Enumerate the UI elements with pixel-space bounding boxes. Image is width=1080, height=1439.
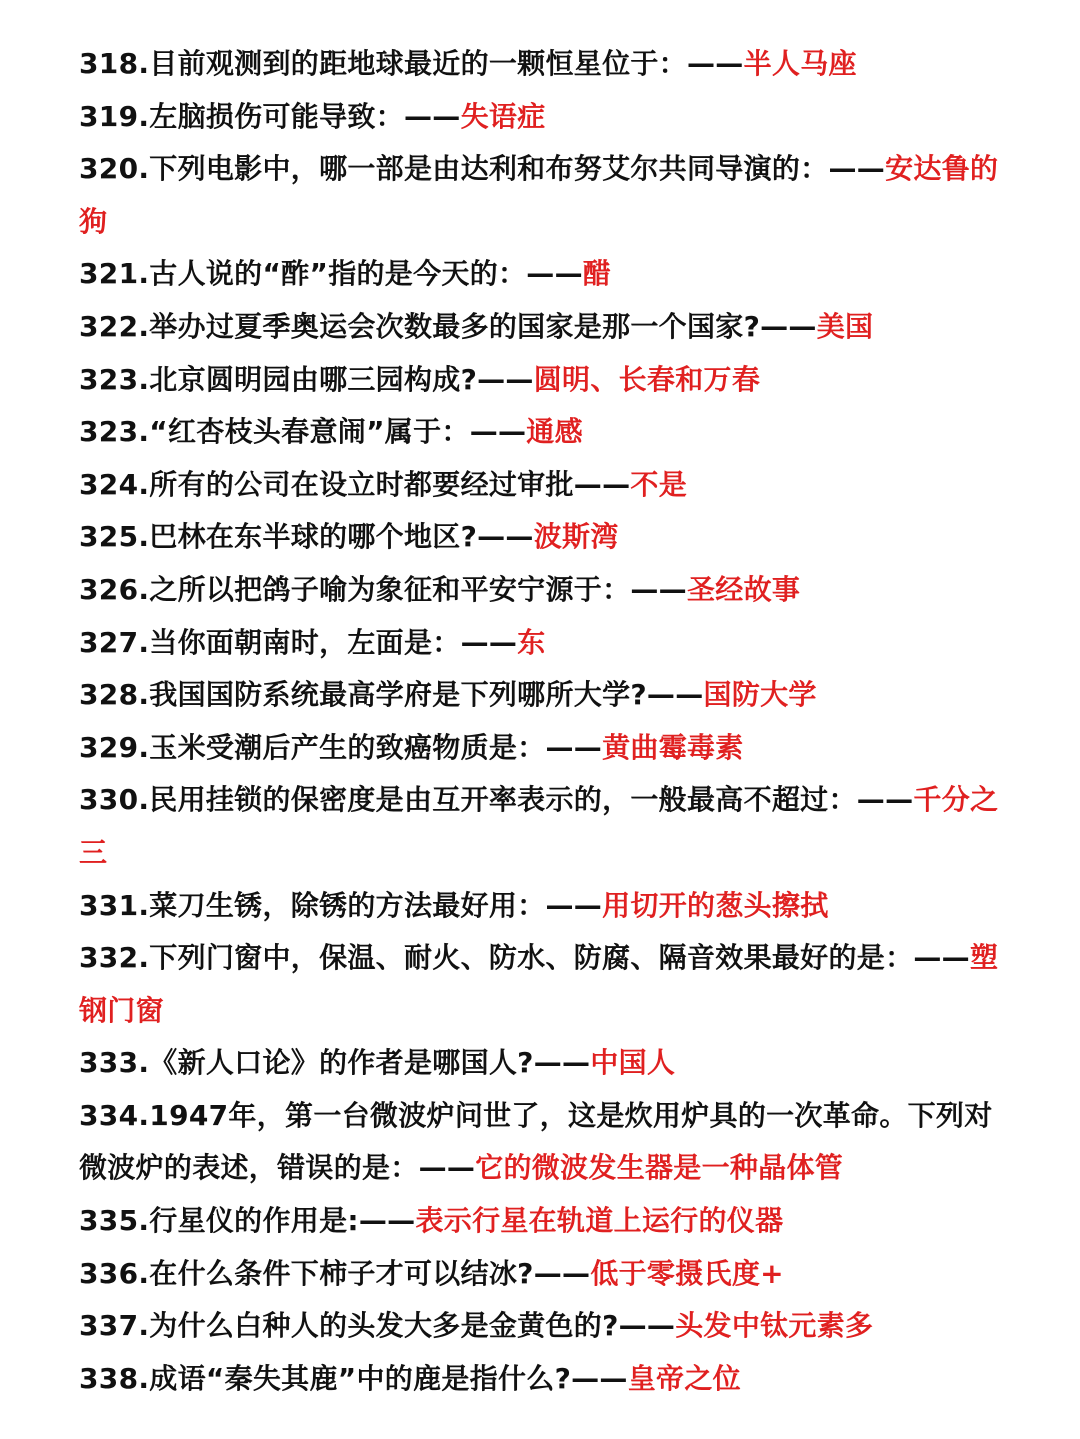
question-text: 328.我国国防系统最高学府是下列哪所大学?——: [79, 678, 704, 712]
question-text: 338.成语“秦失其鹿”中的鹿是指什么?——: [79, 1361, 628, 1395]
answer-text: 醋: [582, 257, 612, 291]
answer-text: 表示行星在轨道上运行的仪器: [415, 1204, 784, 1238]
qa-item: [79, 1353, 999, 1406]
answer-text: 波斯湾: [533, 520, 619, 554]
qa-item: [79, 932, 999, 1037]
answer-text: 东: [517, 625, 546, 659]
answer-text: 不是: [630, 467, 687, 501]
question-text: 325.巴林在东半球的哪个地区?——: [79, 520, 534, 554]
question-text: 323.“红杏枝头春意闹”属于：——: [79, 415, 527, 449]
question-text: 333.《新人口论》的作者是哪国人?——: [79, 1046, 591, 1080]
answer-text: 低于零摄氏度+: [590, 1256, 784, 1290]
answer-text: 千分之三: [79, 783, 999, 869]
qa-item: [79, 248, 999, 301]
question-text: 330.民用挂锁的保密度是由互开率表示的，一般最高不超过：——: [79, 783, 914, 817]
question-text: 326.之所以把鸽子喻为象征和平安宁源于：——: [79, 572, 687, 606]
qa-item: [79, 143, 999, 248]
qa-item: [79, 406, 999, 459]
qa-item: [79, 38, 999, 91]
answer-text: 皇帝之位: [627, 1361, 741, 1395]
answer-text: 安达鲁的狗: [79, 152, 999, 238]
question-text: 337.为什么白种人的头发大多是金黄色的?——: [79, 1309, 676, 1343]
answer-text: 它的微波发生器是一种晶体管: [475, 1151, 844, 1185]
question-text: 334.1947年，第一台微波炉问世了，这是炊用炉具的一次革命。下列对微波炉的表述，错误的是：——: [79, 1098, 993, 1185]
question-text: 318.目前观测到的距地球最近的一颗恒星位于：——: [79, 47, 744, 80]
qa-item: [79, 1037, 999, 1090]
answer-text: 半人马座: [743, 47, 857, 80]
answer-text: 中国人: [590, 1046, 676, 1080]
qa-item: [79, 564, 999, 617]
qa-item: [79, 511, 999, 564]
question-text: 321.古人说的“酢”指的是今天的：——: [79, 257, 583, 291]
question-text: 324.所有的公司在设立时都要经过审批——: [79, 467, 631, 501]
answer-text: 国防大学: [703, 678, 817, 712]
qa-item: [79, 1090, 999, 1195]
answer-text: 美国: [816, 309, 874, 343]
question-text: 335.行星仪的作用是:——: [79, 1204, 416, 1238]
answer-text: 圆明、长春和万春: [533, 362, 761, 396]
qa-item: [79, 459, 999, 512]
qa-item: [79, 669, 999, 722]
qa-item: [79, 354, 999, 407]
question-text: 331.菜刀生锈，除锈的方法最好用：——: [79, 888, 603, 922]
qa-item: [79, 1195, 999, 1248]
question-text: 322.举办过夏季奥运会次数最多的国家是那一个国家?——: [79, 309, 817, 343]
answer-text: 失语症: [460, 99, 546, 133]
answer-text: 黄曲霉毒素: [602, 730, 744, 764]
question-text: 332.下列门窗中，保温、耐火、防水、防腐、隔音效果最好的是：——: [79, 941, 970, 975]
question-text: 320.下列电影中，哪一部是由达利和布努艾尔共同导演的：——: [79, 152, 886, 186]
qa-item: [79, 301, 999, 354]
question-text: 323.北京圆明园由哪三园构成?——: [79, 362, 534, 396]
question-text: 329.玉米受潮后产生的致癌物质是：——: [79, 730, 603, 764]
qa-list: [79, 38, 999, 1405]
qa-item: [79, 880, 999, 933]
question-text: 336.在什么条件下柿子才可以结冰?——: [79, 1256, 591, 1290]
question-text: 319.左脑损伤可能导致：——: [79, 99, 461, 133]
answer-text: 塑钢门窗: [79, 941, 999, 1027]
qa-item: [79, 722, 999, 775]
answer-text: 通感: [526, 415, 583, 449]
qa-item: [79, 91, 999, 144]
answer-text: 用切开的葱头擦拭: [602, 888, 829, 922]
answer-text: 头发中钛元素多: [675, 1309, 874, 1343]
qa-item: [79, 774, 999, 879]
qa-item: [79, 617, 999, 670]
question-text: 327.当你面朝南时，左面是：——: [79, 625, 518, 659]
qa-item: [79, 1300, 999, 1353]
qa-item: [79, 1248, 999, 1301]
answer-text: 圣经故事: [687, 572, 801, 606]
